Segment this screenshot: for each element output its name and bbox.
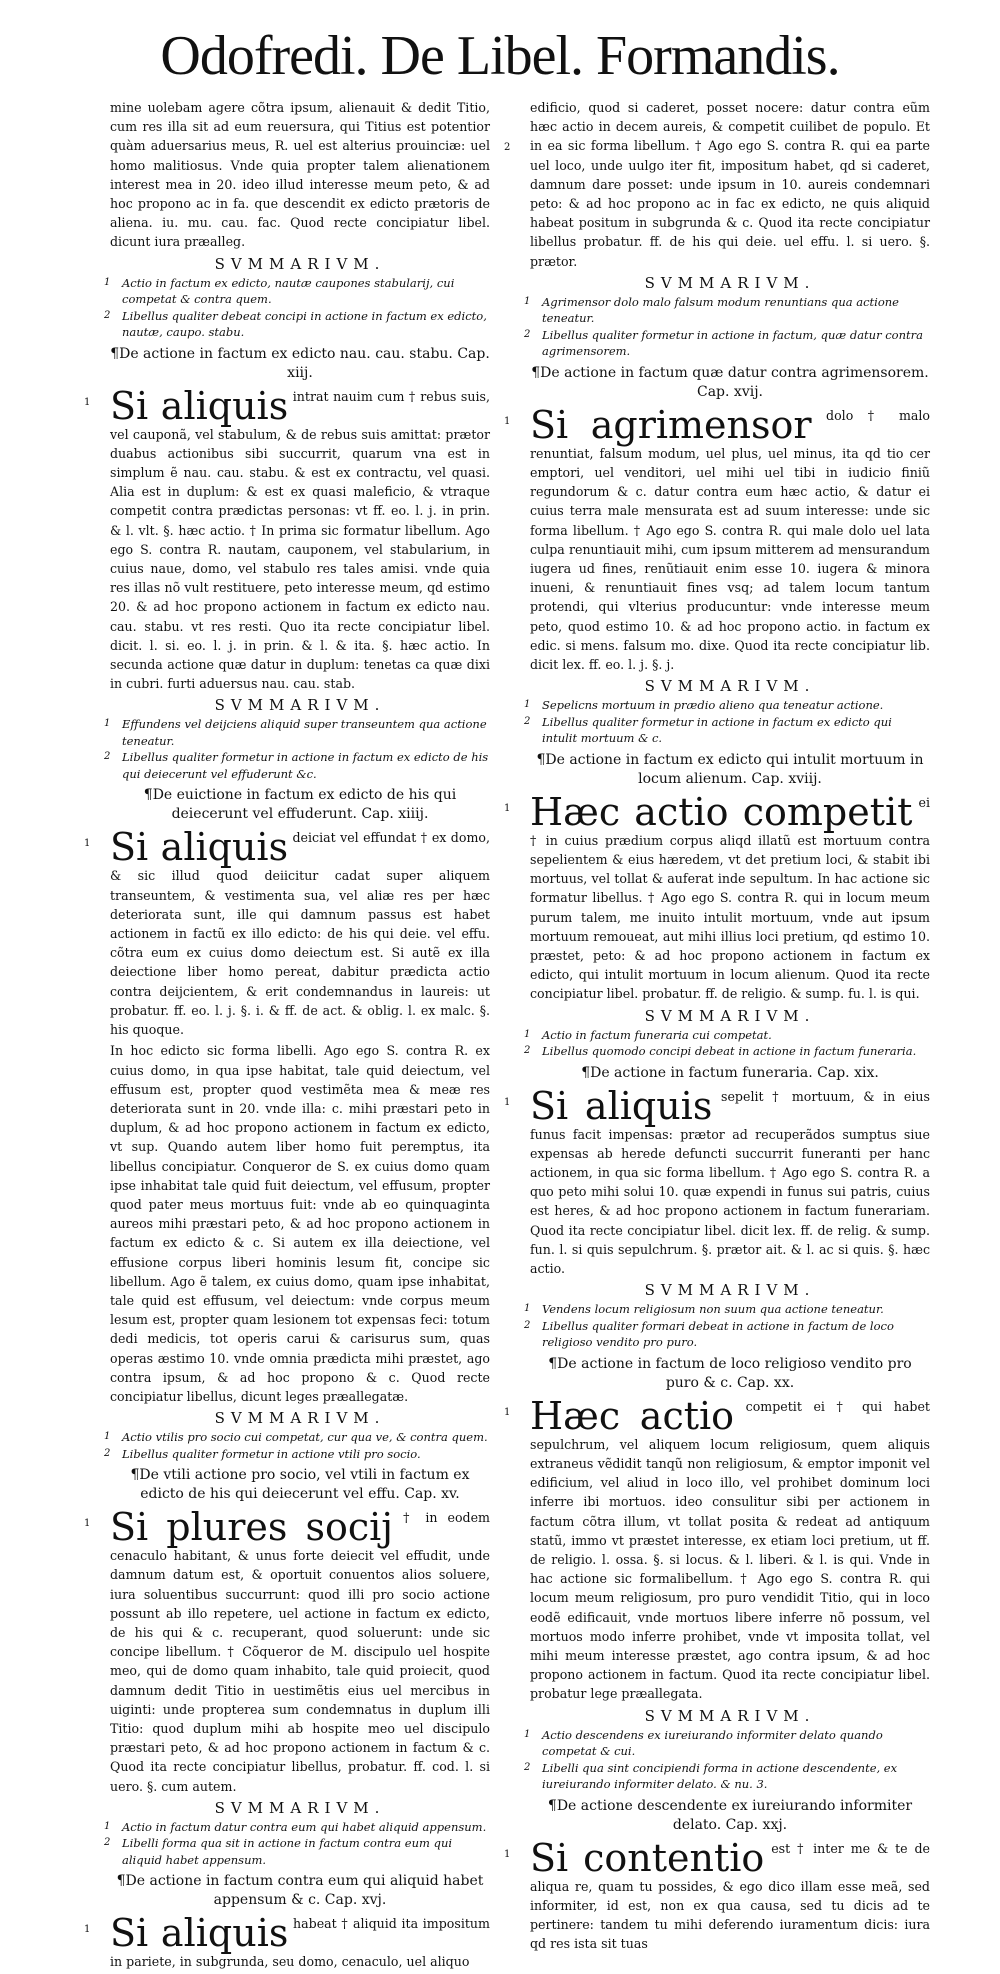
chapter-text: 1 Hæc actio competit ei † qui habet sepulchrum, vel aliquem locum religiosum, quem aliquis extraneus vẽdidit tanqũ non religiosum, & emptor imponit vel edificium, vel aliud in loco illo, vel prohibet dominum loci inferre ibi mortuos. ideo consulitur sibi per actionem in factum cõtra illum, vt tollat posita & redeat ad antiquum statũ, immo vt præstet interesse, ex etiam loci pretium, ut ff. de religio. l. ossa. §. si locus. & l. liberi. & l. is qui. Vnde in hac actione sic formalibellum. † Ago ego S. contra R. qui locum meum religiosum, pro puro vendidit Titio, qui in loco eodẽ edificauit, vnde mortuos libere inferre nõ possum, vel mortuos modo inferre prohibet, vnde vt imposita tollat, vel mihi meum interesse præstet, ago contra ipsum, & ad hoc propono actionem in factum. Quod ita recte concipiatur libel. probatur lege præallegata. bbox=[504, 1393, 930, 1702]
page-title: Odofredi. De Libel. Formandis. bbox=[160, 25, 840, 87]
summarium-item: 2 Libellus qualiter formetur in actione vtili pro socio. bbox=[104, 1446, 421, 1461]
chapter-text: 1 Hæc actio competit ei † in cuius prædium corpus aliqd illatũ est mortuum contra sepelientem & eius hæredem, vt det pretium loci, & stabit ibi mortuus, vel tollat & auferat inde sepultum. In hac actione sic formatur libellus. † Ago ego S. contra R. qui in locum meum purum talem, me inuito intulit mortuum, vnde aut ipsum mortuum remoueat, aut mihi illius loci pretium, qd estimo 10. præstet, peto: & ad hoc propono actionem in factum ex edicto, qui intulit mortuum in locum alienum. Quod ita recte concipiatur libel. probatur. ff. de religio. & sump. fu. l. is qui. bbox=[504, 789, 930, 1002]
summarium-label: SVMMARIVM. bbox=[644, 1706, 816, 1725]
chapter-heading: ¶De vtili actione pro socio, vel vtili in factum ex edicto de his qui deiecerunt vel effu. Cap. xv. bbox=[130, 1467, 470, 1503]
summarium-item: 1 Actio in factum ex edicto, nautæ caupones stabularij, cui competat & contra quem. bbox=[104, 275, 455, 307]
summarium-item: 2 Libellus qualiter formari debeat in actione in factum de loco religioso vendito pro puro. bbox=[524, 1318, 894, 1350]
summarium-item: 2 Libellus qualiter formetur in actione in factum ex edicto de his qui deiecerunt vel effuderunt &c. bbox=[104, 750, 489, 781]
chapter-heading: ¶De euictione in factum ex edicto de his qui deiecerunt vel effuderunt. Cap. xiiij. bbox=[143, 787, 457, 823]
chapter-heading: ¶De actione in factum ex edicto nau. cau. stabu. Cap. xiij. bbox=[110, 345, 490, 381]
summarium-item: 2 Libellus qualiter formetur in actione in factum, quæ datur contra agrimensorem. bbox=[524, 327, 923, 359]
summarium-item: 2 Libellus quomodo concipi debeat in actione in factum funeraria. bbox=[524, 1044, 917, 1059]
chapter-text: 1 Si plures socij † in eodem cenaculo habitant, & unus forte deiecit vel effudit, unde damnum datum est, & oportuit conuentos alios soluere, iura soluentibus succurrunt: quod illi pro socio actione possunt ab illo repetere, uel actione in factum ex edicto, de his qui & c. recuperant, quod soluerunt: unde sic concipe libellum. † Cõqueror de M. discipulo uel hospite meo, qui de domo quam inhabito, tale quid proiecit, quod damnum dedit Titio in uestimẽtis eius uel mercibus in uiginti: unde propterea sum condemnatus in duplum illi Titio: quod duplum mihi ab hospite meo uel discipulo præstari peto, & ad hoc propono actionem in factum & c. Quod ita recte concipiatur libellus, probatur. ff. cod. l. si uero. §. cum autem. bbox=[84, 1505, 490, 1794]
summarium-label: SVMMARIVM. bbox=[214, 1798, 386, 1817]
right-top-paragraph: 2 edificio, quod si caderet, posset nocere: datur contra eũm hæc actio in decem aureis, & competit cuilibet de populo. Et in ea sic forma libellum. † Ago ego S. contra R. qui ea parte uel loco, unde uulgo iter fit, impositum habet, qd si caderet, damnum dare posset: unde ipsum in 10. aureis condemnari peto: & ad hoc propono ac in fac ex edicto, ne quis aliquid habeat positum in subgrunda & c. Quod ita recte concipiatur libellus probatur. ff. de his qui deie. uel effu. l. si uero. §. prætor. bbox=[504, 100, 930, 269]
initial-words: Si aliquis bbox=[110, 383, 289, 428]
summarium-item: 1 Actio in factum datur contra eum qui habet aliquid appensum. bbox=[104, 1819, 487, 1834]
summarium-label: SVMMARIVM. bbox=[644, 1281, 816, 1300]
summarium-item: 1 Actio vtilis pro socio cui competat, cur qua ve, & contra quem. bbox=[104, 1430, 488, 1445]
chapter-heading: ¶De actione in factum ex edicto qui intulit mortuum in locum alienum. Cap. xviij. bbox=[536, 751, 924, 787]
summarium-item: 1 Agrimensor dolo malo falsum modum renuntians qua actione teneatur. bbox=[524, 294, 899, 326]
initial-words: Si contentio bbox=[530, 1835, 765, 1880]
chapter-text: 1 Si aliquis intrat nauim cum † rebus suis, vel cauponã, vel stabulum, & de rebus suis amittat: prætor duabus actionibus sibi succurrit, quarum vna est in simplum ẽ nau. cau. stabu. & est ex contractu, vel quasi. Alia est in duplum: & est ex quasi maleficio, & vtraque competit contra prædictas personas: vt ff. eo. l. j. in prin. & l. vlt. §. hæc actio. † In prima sic formatur libellum. Ago ego S. contra R. nautam, cauponem, vel stabularium, in cuius naue, domo, vel stabulo res tales amisi. vnde quia res illas nõ vult restituere, peto interesse meum, qd estimo 20. & ad hoc propono actionem in factum ex edicto nau. cau. stabu. vt res resti. Quo ita recte concipiatur libel. dicit. l. si. eo. l. j. in prin. & l. & ita. §. hæc actio. In secunda actione quæ datur in duplum: tenetas ca quæ dixi in cubri. furti aduersus nau. cau. stab. bbox=[84, 383, 490, 692]
summarium-item: 2 Libellus qualiter debeat concipi in actione in factum ex edicto, nautæ, caupo. stabu. bbox=[104, 308, 487, 340]
chapter-heading: ¶De actione in factum contra eum qui aliquid habet appensum & c. Cap. xvj. bbox=[116, 1873, 484, 1909]
initial-words: Si plures socij bbox=[110, 1505, 394, 1550]
summarium-item: 2 Libelli qua sint concipiendi forma in actione descendente, ex iureiurando informiter delato. & nu. 3. bbox=[524, 1760, 898, 1792]
summarium-item: 1 Actio in factum funeraria cui competat. bbox=[524, 1027, 772, 1042]
chapter-text-continued: In hoc edicto sic forma libelli. Ago ego S. contra R. ex cuius domo, in qua ipse habitat, tale quid deiectum, vel effusum est, propter quod vestimẽta mea & meæ res deteriorata sunt in 20. vnde illa: c. mihi præstari peto in duplum, & ad hoc propono actionem in factum ex edicto, vt sup. Quando autem liber homo fuit peremptus, ita libellus concipiatur. Conqueror de S. ex cuius domo quam ipse inhabitat tale quid fuit deiectum, vel effusum, propter quod pater meus mortuus fuit: vnde ab eo quinquaginta aureos mihi præstari peto, & ad hoc propono actionem in factum ex edicto & c. Si autem ex illa deiectione, vel effusione corpus liberi hominis lesum fit, concipe sic libellum. Ago ẽ talem, ex cuius domo, quam ipse inhabitat, tale quid est effusum, vel deiectum: vnde corpus meum lesum est, propter quam lesionem tot expensas feci: totum dedi medicis, tot operis carui & carisurus sum, quas operas æstimo 10. vnde omnia prædicta mihi præstet, ago contra ipsum, & ad hoc propono & c. Quod recte concipiatur libellus, dicunt leges præallegatæ. bbox=[110, 1043, 490, 1404]
chapter-heading: ¶De actione descendente ex iureiurando informiter delato. Cap. xxj. bbox=[547, 1797, 913, 1833]
initial-words: Si aliquis bbox=[110, 825, 289, 870]
summarium-item: 1 Sepelicns mortuum in prædio alieno qua teneatur actione. bbox=[524, 698, 884, 713]
summarium-item: 2 Libellus qualiter formetur in actione in factum ex edicto qui intulit mortuum & c. bbox=[524, 714, 892, 746]
summarium-label: SVMMARIVM. bbox=[644, 273, 816, 292]
initial-words: Si aliquis bbox=[530, 1083, 713, 1128]
chapter-heading: ¶De actione in factum de loco religioso vendito pro puro & c. Cap. xx. bbox=[548, 1355, 912, 1391]
chapter-text: 1 Si contentio est † inter me & te de aliqua re, quam tu possides, & ego dico illam esse meã, sed informiter, id est, non ex qua causa, sed tu dicis ad te pertinere: tandem tu mihi deferendo iuramentum dicis: iura qd res ista sit tuas bbox=[504, 1835, 930, 1952]
chapter-text: 1 Si aliquis habeat † aliquid ita impositum in pariete, in subgrunda, seu domo, cenaculo, uel aliquo bbox=[84, 1911, 490, 1970]
initial-words: Hæc actio bbox=[530, 1393, 735, 1438]
summarium-label: SVMMARIVM. bbox=[214, 254, 386, 273]
summarium-item: 1 Effundens vel deijciens aliquid super transeuntem qua actione teneatur. bbox=[104, 717, 487, 748]
chapter-text: 1 Si aliquis sepelit † mortuum, & in eius funus facit impensas: prætor ad recuperãdos sumptus siue expensas ab herede defuncti succurrit funeranti per hanc actionem, in qua sic forma libellum. † Ago ego S. contra R. a quo peto mihi solui 10. quæ expendi in funus sui patris, cuius est heres, & ad hoc propono actionem in factum funerariam. Quod ita recte concipiatur libel. dicit lex. ff. de relig. & sump. fun. l. si quis sepulchrum. §. prætor ait. & l. ac si quis. §. hæc actio. bbox=[504, 1083, 930, 1277]
initial-words: Si agrimensor bbox=[530, 402, 812, 447]
left-column bbox=[84, 98, 490, 1974]
initial-words: Hæc actio competit bbox=[530, 789, 913, 834]
summarium-label: SVMMARIVM. bbox=[214, 1409, 386, 1428]
chapter-text: 1 Si aliquis deiciat vel effundat † ex domo, & sic illud quod deiicitur cadat super aliquem transeuntem, & vestimenta sua, vel aliæ res per hæc deteriorata sunt, ille qui damnum passus est habet actionem in factũ ex illo edicto: de his qui deie. vel effu. cõtra eum ex cuius domo deiectum est. Si autẽ ex illa deiectione liber homo pereat, dabitur prædicta actio contra deijcientem, & erit condemnandus in laureis: ut probatur. ff. eo. l. j. §. i. & ff. de act. & oblig. l. ex malc. §. his quoque. bbox=[84, 825, 490, 1038]
chapter-heading: ¶De actione in factum quæ datur contra agrimensorem. Cap. xvij. bbox=[531, 364, 929, 400]
initial-words: Si aliquis bbox=[110, 1911, 289, 1956]
summarium-label: SVMMARIVM. bbox=[644, 1006, 816, 1025]
summarium-label: SVMMARIVM. bbox=[214, 696, 386, 715]
chapter-heading: ¶De actione in factum funeraria. Cap. xix. bbox=[581, 1064, 879, 1081]
summarium-item: 1 Vendens locum religiosum non suum qua actione teneatur. bbox=[524, 1302, 884, 1317]
left-top-paragraph: mine uolebam agere cõtra ipsum, alienauit & dedit Titio, cum res illa sit ad eum reuersura, qui Titius est potentior quàm aduersarius meus, R. uel est alterius prouinciæ: uel homo malitiosus. Vnde quia propter talem alienationem interest mea in 20. ideo illud interesse meum peto, & ad hoc propono ac in fa. que descendit ex edicto prætoris de aliena. iu. mu. cau. fac. Quod recte concipiatur libel. dicunt iura præalleg. bbox=[110, 100, 490, 250]
summarium-label: SVMMARIVM. bbox=[644, 677, 816, 696]
summarium-item: 2 Libelli forma qua sit in actione in factum contra eum qui aliquid habet appensum. bbox=[104, 1836, 453, 1867]
summarium-item: 1 Actio descendens ex iureiurando informiter delato quando competat & cui. bbox=[524, 1727, 883, 1759]
chapter-text: 1 Si agrimensor dolo † malo renuntiat, falsum modum, uel plus, uel minus, ita qd tio cer emptori, uel venditori, uel mihi uel tibi in iudicio finiũ regundorum & c. datur contra eum hæc actio, & datur ei cuius terra male mensurata est ad suum interesse: unde sic forma libellum. † Ago ego S. contra R. qui male dolo uel lata culpa renuntiauit mihi, cum ipsum mitterem ad mensurandum iugera ud fines, renũtiauit enim esse 10. iugera & minora inueni, & renuntiauit fines vsq; ad talem locum tantum protendi, qui vlterius producuntur: vnde interesse meum peto, quod estimo 10. & ad hoc propono actio. in factum ex edic. si mens. falsum mo. dixe. Quod ita recte concipiatur lib. dicit lex. ff. eo. l. j. §. j. bbox=[504, 402, 930, 673]
right-column bbox=[504, 98, 930, 1955]
